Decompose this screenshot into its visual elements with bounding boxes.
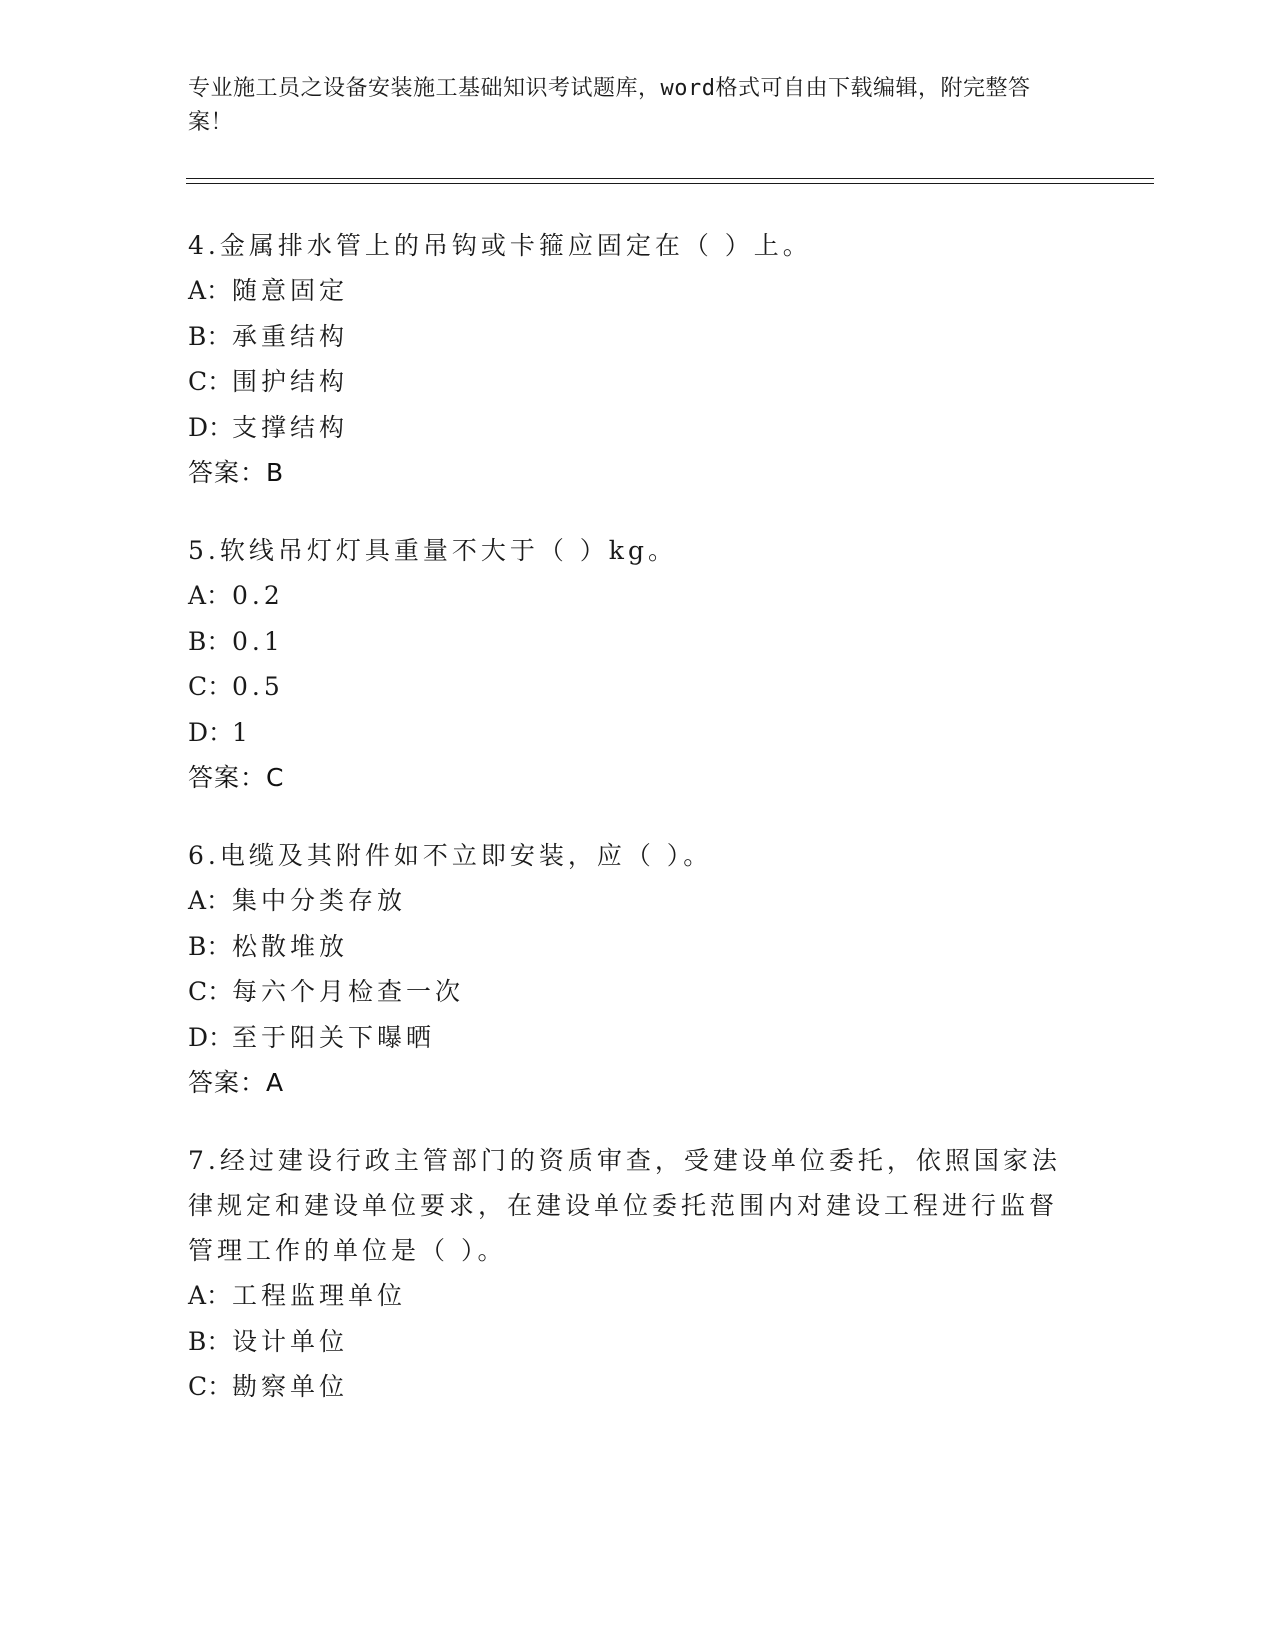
option-c	[188, 664, 1068, 710]
question-5	[188, 528, 1068, 800]
option-key: B：	[188, 626, 232, 656]
option-key: C：	[188, 672, 233, 701]
option-key: A：	[188, 886, 232, 915]
option-key: A：	[188, 581, 232, 610]
answer-value: B	[266, 458, 285, 487]
option-text: 至于阳关下曝晒	[232, 1022, 436, 1052]
option-b	[188, 1319, 1068, 1365]
option-text: 设计单位	[232, 1326, 349, 1356]
answer-line	[188, 755, 1068, 800]
option-key: D：	[188, 1022, 234, 1052]
question-stem: 4.金属排水管上的吊钩或卡箍应固定在（ ）上。	[188, 231, 812, 260]
option-key: C：	[188, 1372, 233, 1401]
option-c	[188, 359, 1068, 405]
option-key: A：	[188, 1281, 232, 1310]
answer-value: A	[266, 1068, 285, 1097]
option-d	[188, 405, 1068, 451]
option-key: C：	[188, 367, 233, 396]
option-text: 勘察单位	[232, 1372, 349, 1401]
option-key: B：	[188, 1326, 232, 1356]
header-divider-bottom	[186, 183, 1154, 184]
answer-line	[188, 1060, 1068, 1105]
option-text: 集中分类存放	[232, 886, 407, 915]
option-key: D：	[188, 412, 234, 442]
header-divider-top	[186, 178, 1154, 179]
question-stem: 6.电缆及其附件如不立即安装，应（ ）。	[188, 841, 713, 870]
option-d	[188, 710, 1068, 756]
option-d	[188, 1015, 1068, 1061]
option-b	[188, 314, 1068, 360]
option-a	[188, 1273, 1068, 1319]
option-text: 工程监理单位	[232, 1281, 407, 1310]
question-7	[188, 1138, 1068, 1410]
option-c	[188, 969, 1068, 1015]
answer-value: C	[266, 763, 285, 792]
option-text: 围护结构	[232, 367, 349, 396]
option-key: D：	[188, 717, 234, 747]
question-4	[188, 223, 1068, 495]
question-stem: 7.经过建设行政主管部门的资质审查，受建设单位委托，依照国家法律规定和建设单位要求，在建设单位委托范围内对建设工程进行监督管理工作的单位是（ ）。	[188, 1146, 1061, 1265]
option-b	[188, 924, 1068, 970]
option-a	[188, 268, 1068, 314]
question-stem: 5.软线吊灯灯具重量不大于（ ）kg。	[188, 536, 677, 565]
question-6	[188, 833, 1068, 1105]
option-text: 0.5	[232, 672, 284, 701]
option-text: 0.2	[232, 581, 284, 610]
option-text: 每六个月检查一次	[232, 977, 465, 1006]
option-key: B：	[188, 321, 232, 351]
option-text: 支撑结构	[232, 412, 349, 442]
option-key: A：	[188, 276, 232, 305]
answer-line	[188, 450, 1068, 495]
option-a	[188, 573, 1068, 619]
option-c	[188, 1364, 1068, 1410]
option-text: 1	[232, 717, 252, 747]
option-text: 松散堆放	[232, 931, 349, 961]
answer-label: 答案：	[188, 458, 267, 487]
option-key: B：	[188, 931, 232, 961]
answer-label: 答案：	[188, 763, 267, 792]
option-text: 随意固定	[232, 276, 349, 305]
answer-label: 答案：	[188, 1068, 267, 1097]
option-text: 承重结构	[232, 321, 349, 351]
option-text: 0.1	[232, 626, 284, 656]
document-header: 专业施工员之设备安装施工基础知识考试题库，word格式可自由下载编辑，附完整答案！	[188, 76, 1031, 135]
option-key: C：	[188, 977, 233, 1006]
option-a	[188, 878, 1068, 924]
option-b	[188, 619, 1068, 665]
